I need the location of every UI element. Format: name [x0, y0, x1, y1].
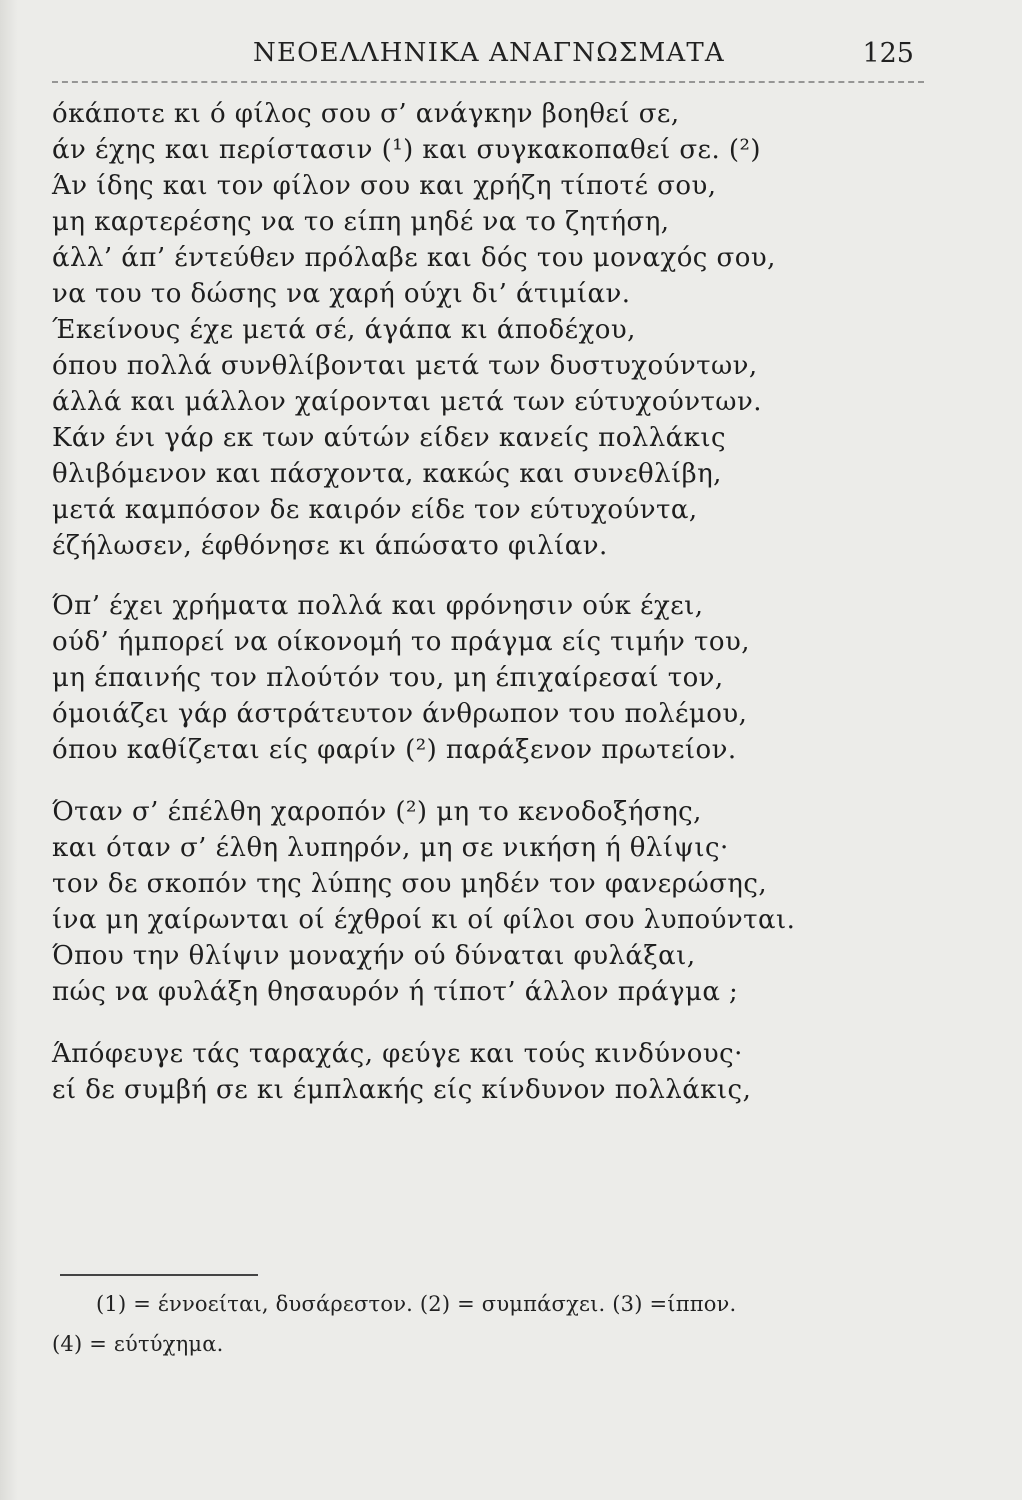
- poem-line: μη έπαινής τον πλούτόν του, μη έπιχαίρεσαί τον,: [52, 663, 724, 693]
- poem-line: μη καρτερέσης να το είπη μηδέ να το ζητήση,: [52, 207, 670, 237]
- poem-line: θλιβόμενον και πάσχοντα, κακώς και συνεθλίβη,: [52, 459, 722, 489]
- poem-line: άλλ’ άπ’ έντεύθεν πρόλαβε και δός του μοναχός σου,: [52, 243, 776, 273]
- poem-line: τον δε σκοπόν της λύπης σου μηδέν τον φανερώσης,: [52, 869, 768, 899]
- poem-line: άν έχης και περίστασιν (¹) και συγκακοπαθεί σε. (²): [52, 135, 761, 165]
- poem-line: όκάποτε κι ό φίλος σου σ’ ανάγκην βοηθεί σε,: [52, 99, 680, 129]
- poem-line: εί δε συμβή σε κι έμπλακής είς κίνδυνον πολλάκις,: [52, 1075, 752, 1105]
- stanza-2: [52, 588, 922, 768]
- poem-line: μετά καμπόσον δε καιρόν είδε τον εύτυχούντα,: [52, 495, 698, 525]
- poem-line: όπου καθίζεται είς φαρίν (²) παράξενον πρωτείον.: [52, 735, 737, 765]
- poem-line: Άπόφευγε τάς ταραχάς, φεύγε και τούς κινδύνους·: [52, 1039, 743, 1069]
- poem-line: ίνα μη χαίρωνται οί έχθροί κι οί φίλοι σου λυπούνται.: [52, 905, 796, 935]
- poem-line: Κάν ένι γάρ εκ των αύτών είδεν κανείς πολλάκις: [52, 423, 727, 453]
- poem-line: Όπου την θλίψιν μοναχήν ού δύναται φυλάξαι,: [52, 941, 696, 971]
- poem-line: να του το δώσης να χαρή ούχι δι’ άτιμίαν.: [52, 279, 631, 309]
- page-number: 125: [862, 38, 914, 69]
- page-header: [52, 36, 914, 74]
- footnote-line: (1) = έννοείται, δυσάρεστον. (2) = συμπάσχει. (3) =ίππον.: [96, 1292, 737, 1316]
- poem-line: Έκείνους έχε μετά σέ, άγάπα κι άποδέχου,: [52, 315, 636, 345]
- poem-line: έζήλωσεν, έφθόνησε κι άπώσατο φιλίαν.: [52, 531, 608, 561]
- poem-text: [52, 96, 922, 1108]
- stanza-4: [52, 1036, 922, 1108]
- poem-line: Όπ’ έχει χρήματα πολλά και φρόνησιν ούκ έχει,: [52, 591, 704, 621]
- poem-line: όπου πολλά συνθλίβονται μετά των δυστυχούντων,: [52, 351, 758, 381]
- poem-line: Όταν σ’ έπέλθη χαροπόν (²) μη το κενοδοξήσης,: [52, 797, 702, 827]
- poem-line: ούδ’ ήμπορεί να οίκονομή το πράγμα είς τιμήν του,: [52, 627, 750, 657]
- poem-line: Άν ίδης και τον φίλον σου και χρήζη τίποτέ σου,: [52, 171, 717, 201]
- stanza-gap: [52, 768, 922, 794]
- poem-line: όμοιάζει γάρ άστράτευτον άνθρωπον του πολέμου,: [52, 699, 748, 729]
- footnote-divider: [60, 1274, 258, 1276]
- poem-line: και όταν σ’ έλθη λυπηρόν, μη σε νικήση ή θλίψις·: [52, 833, 729, 863]
- stanza-3: [52, 794, 922, 1010]
- footnotes: [52, 1284, 932, 1364]
- running-title: ΝΕΟΕΛΛΗΝΙΚΑ ΑΝΑΓΝΩΣΜΑΤΑ: [253, 38, 725, 68]
- header-divider: [52, 81, 924, 83]
- stanza-gap: [52, 1010, 922, 1036]
- footnote-line: (4) = εύτύχημα.: [52, 1332, 224, 1356]
- poem-line: άλλά και μάλλον χαίρονται μετά των εύτυχούντων.: [52, 387, 762, 417]
- stanza-gap: [52, 564, 922, 588]
- stanza-1: [52, 96, 922, 564]
- poem-line: πώς να φυλάξη θησαυρόν ή τίποτ’ άλλον πράγμα ;: [52, 977, 739, 1007]
